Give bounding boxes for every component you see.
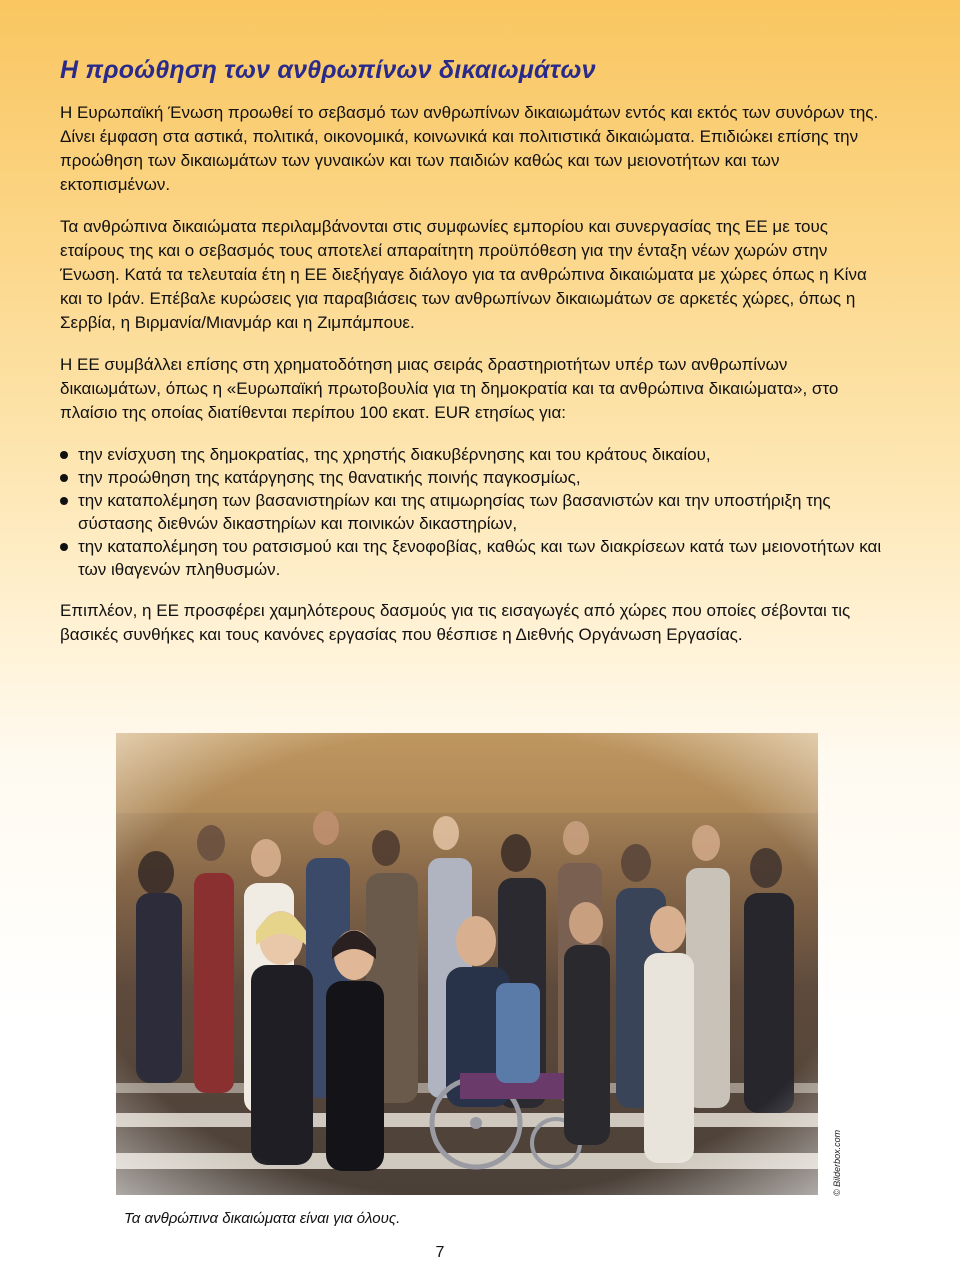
photo-credit (818, 1126, 842, 1196)
paragraph-intro: Η Ευρωπαϊκή Ένωση προωθεί το σεβασμό των ανθρωπίνων δικαιωμάτων εντός και εκτός των συνόρων της. Δίνει έμφαση στα αστικά, πολιτικά, οικονομικά, κοινωνικά και πολιτιστικά δικαιώματα. Επιδιώκει επίσης την προώθηση των δικαιωμάτων των γυναικών και των παιδιών καθώς και των μειονοτήτων και των εκτοπισμένων. (60, 103, 879, 194)
bullet-icon (60, 497, 68, 505)
list-item (60, 489, 890, 535)
funding-bullet-list (60, 443, 890, 581)
photo-caption: Τα ανθρώπινα δικαιώματα είναι για όλους. (124, 1210, 401, 1227)
article (60, 56, 890, 665)
list-item-text: την καταπολέμηση του ρατσισμού και της ξενοφοβίας, καθώς και των διακρίσεων κατά των μειονοτήτων και των ιθαγενών πληθυσμών. (78, 537, 882, 579)
bullet-icon (60, 474, 68, 482)
paragraph-tariffs: Επιπλέον, η ΕΕ προσφέρει χαμηλότερους δασμούς για τις εισαγωγές από χώρες που οποίες σέβονται τις βασικές συνθήκες και τους κανόνες εργασίας που θέσπισε η Διεθνής Οργάνωση Εργασίας. (60, 601, 851, 644)
list-item-text: την προώθηση της κατάργησης της θανατικής ποινής παγκοσμίως, (78, 468, 581, 487)
photo-credit-text: © Bilderbox.com (832, 1129, 842, 1196)
crowd-photo (116, 733, 818, 1195)
page-title: Η προώθηση των ανθρωπίνων δικαιωμάτων (60, 56, 596, 84)
list-item (60, 443, 890, 466)
list-item-text: την καταπολέμηση των βασανιστηρίων και της ατιμωρησίας των βασανιστών και την υποστήριξη της σύστασης διεθνών δικαστηρίων και ποινικών δικαστηρίων, (78, 491, 831, 533)
bullet-icon (60, 543, 68, 551)
bullet-icon (60, 451, 68, 459)
paragraph-funding: Η ΕΕ συμβάλλει επίσης στη χρηματοδότηση μιας σειράς δραστηριοτήτων υπέρ των ανθρωπίνων δικαιωμάτων, όπως η «Ευρωπαϊκή πρωτοβουλία για τη δημοκρατία και τα ανθρώπινα δικαιώματα», στο πλαίσιο της οποίας διατίθενται περίπου 100 εκατ. EUR ετησίως για: (60, 355, 839, 422)
list-item (60, 466, 890, 489)
list-item-text: την ενίσχυση της δημοκρατίας, της χρηστής διακυβέρνησης και του κράτους δικαίου, (78, 445, 711, 464)
page-number: 7 (435, 1244, 445, 1261)
list-item (60, 535, 890, 581)
paragraph-trade-agreements: Τα ανθρώπινα δικαιώματα περιλαμβάνονται στις συμφωνίες εμπορίου και συνεργασίας της ΕΕ με τους εταίρους της και ο σεβασμός τους αποτελεί απαραίτητη προϋπόθεση για την ένταξη νέων χωρών στην Ένωση. Κατά τα τελευταία έτη η ΕΕ διεξήγαγε διάλογο για τα ανθρώπινα δικαιώματα με χώρες όπως η Κίνα και το Ιράν. Επέβαλε κυρώσεις για παραβιάσεις των ανθρωπίνων δικαιωμάτων σε αρκετές χώρες, όπως η Σερβία, η Βιρμανία/Μιανμάρ και η Ζιμπάμπουε. (60, 217, 867, 332)
